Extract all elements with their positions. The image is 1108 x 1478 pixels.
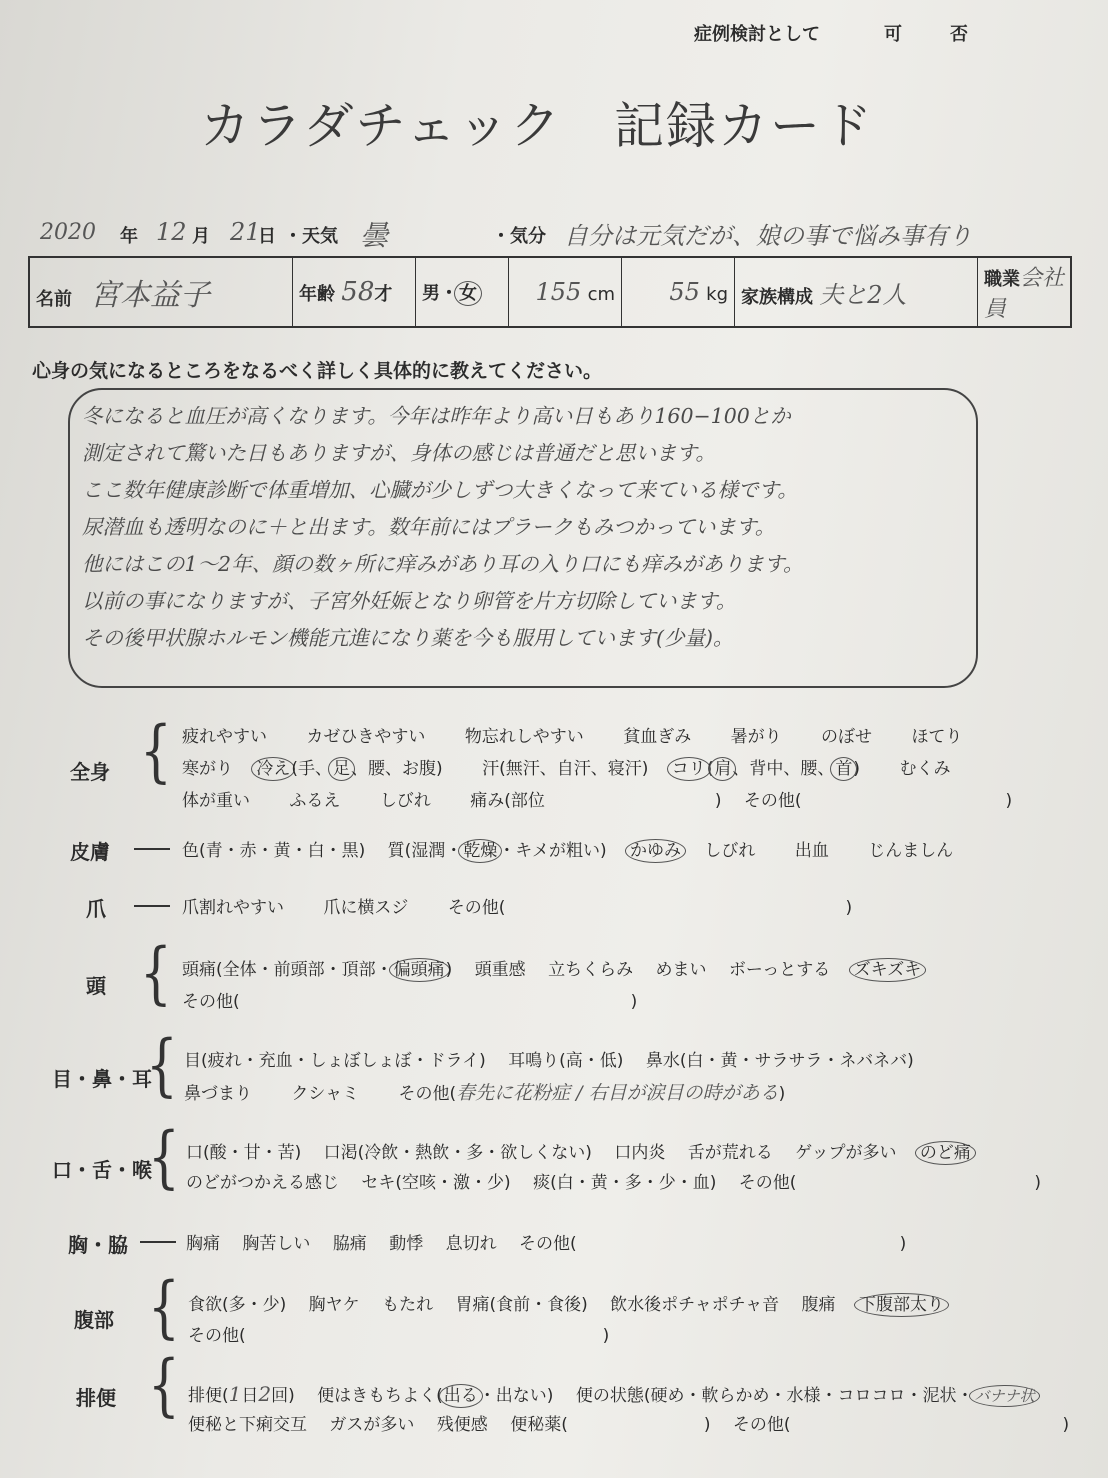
symptom: カゼひきやすい — [306, 727, 426, 747]
symptom: 疲れやすい — [182, 727, 267, 747]
symptom: 胸痛 — [186, 1234, 220, 1254]
concern-line: ここ数年健康診断で体重増加、心臓が少しずつ大きくなって来ている様です。 — [82, 478, 798, 502]
symptom: 目(疲れ・充血・しょぼしょぼ・ドライ) — [184, 1051, 486, 1071]
symptom: 便はきもちよく( — [317, 1386, 443, 1406]
me-line-2 — [184, 1078, 785, 1105]
concern-line: その後甲状腺ホルモン機能亢進になり薬を今も服用しています(少量)。 — [82, 626, 734, 650]
symptom: 口内炎 — [614, 1143, 666, 1163]
symptom: 耳鳴り(高・低) — [508, 1051, 624, 1071]
height-value: 155 — [535, 278, 582, 306]
gender-male: 男 — [422, 283, 440, 304]
stool-count: 1 — [228, 1382, 242, 1406]
section-label-mune: 胸・脇 — [68, 1233, 128, 1257]
symptom: 物忘れしやすい — [464, 727, 584, 747]
weight-cell — [622, 257, 735, 327]
concern-line: 以前の事になりますが、子宮外妊娠となり卵管を片方切除しています。 — [82, 589, 737, 613]
name-cell — [29, 257, 293, 327]
symptom: 動悸 — [389, 1234, 424, 1254]
symptom: のどがつかえる感じ — [186, 1173, 339, 1193]
family-value: 夫と2人 — [819, 280, 907, 309]
concern-line: 尿潜血も透明なのに＋と出ます。数年前にはプラークもみつかっています。 — [82, 515, 776, 539]
symptom: 出血 — [794, 841, 829, 861]
concern-line: 測定されて驚いた日もありますが、身体の感じは普通だと思います。 — [82, 441, 716, 465]
symptom-circled: 乾燥 — [458, 839, 502, 863]
haiben-line-1 — [188, 1381, 1036, 1406]
symptom: ( — [706, 759, 714, 779]
symptom: 鼻水(白・黄・サラサラ・ネバネバ) — [645, 1051, 914, 1071]
hifu-line — [182, 836, 953, 861]
section-label-hifu: 皮膚 — [70, 840, 110, 864]
symptom: 爪割れやすい — [182, 898, 284, 918]
symptom-circled: コリ — [667, 757, 711, 781]
symptom-circled: かゆみ — [625, 839, 686, 863]
symptom: 頭痛(全体・前頭部・頂部・ — [182, 960, 393, 980]
symptom: しびれ — [704, 841, 756, 861]
mood-label: ・気分 — [492, 226, 546, 247]
brace: { — [140, 711, 172, 791]
symptom: 口渇(冷飲・熱飲・多・欲しくない) — [323, 1143, 592, 1163]
me-other-note: 春先に花粉症 / 右目が涙目の時がある — [456, 1082, 779, 1104]
section-label-zenshin: 全身 — [70, 760, 110, 784]
symptom: 回) — [271, 1386, 295, 1406]
zenshin-line-3 — [182, 786, 1012, 811]
symptom: 胃痛(食前・食後) — [455, 1295, 588, 1315]
fukubu-line-1 — [188, 1290, 945, 1315]
year-value: 2020 — [40, 220, 96, 245]
stool-times: 2 — [258, 1382, 272, 1406]
symptom: 口(酸・甘・苦) — [186, 1143, 302, 1163]
case-review-ng: 否 — [950, 24, 968, 45]
zenshin-line-2 — [182, 754, 950, 779]
section-label-fukubu: 腹部 — [74, 1308, 114, 1332]
symptom: 胸苦しい — [242, 1234, 311, 1254]
brace: { — [140, 933, 172, 1013]
symptom: 色(青・赤・黄・白・黒) — [182, 841, 366, 861]
symptom: 腹痛 — [801, 1295, 836, 1315]
symptom: 貧血ぎみ — [623, 727, 692, 747]
brace: { — [148, 1345, 180, 1425]
weather-label: ・天気 — [284, 226, 338, 247]
concern-line: 他にはこの1〜2年、顔の数ヶ所に痒みがあり耳の入り口にも痒みがあります。 — [82, 552, 804, 576]
symptom-circled: のど痛 — [915, 1141, 976, 1165]
family-cell — [735, 257, 978, 327]
concerns-text — [82, 398, 962, 657]
symptom: 便秘と下痢交互 — [188, 1415, 307, 1435]
symptom: 脇痛 — [332, 1234, 367, 1254]
symptom: クシャミ — [291, 1084, 360, 1104]
section-label-atama: 頭 — [86, 974, 106, 998]
symptom: ・キメが粗い) — [498, 841, 607, 861]
weight-unit: kg — [706, 284, 728, 305]
mood-value: 自分は元気だが、娘の事で悩み事有り — [564, 222, 972, 250]
symptom: ほてり — [911, 727, 963, 747]
profile-table — [28, 256, 1072, 328]
symptom-circled: 肩 — [709, 757, 736, 781]
symptom: その他( ) — [732, 1415, 1070, 1435]
symptom: 、腰、お腹) — [351, 759, 443, 779]
atama-other: その他( ) — [182, 992, 638, 1012]
symptom: のぼせ — [821, 727, 873, 747]
symptom-circled: 冷え — [251, 757, 295, 781]
day-value: 21 — [230, 218, 261, 246]
symptom: 便の状態(硬め・軟らかめ・水様・コロコロ・泥状・ — [575, 1386, 974, 1406]
concerns-prompt: 心身の気になるところをなるべく詳しく具体的に教えてください。 — [32, 360, 603, 382]
symptom: 痛み(部位 ) — [470, 791, 722, 811]
symptom: ・出ない) — [478, 1386, 554, 1406]
section-label-me-hana-mimi: 目・鼻・耳 — [52, 1067, 152, 1091]
name-label: 名前 — [36, 289, 72, 310]
weather-value: 曇 — [360, 219, 389, 252]
symptom: 胸ヤケ — [308, 1295, 360, 1315]
age-unit: 才 — [374, 284, 393, 305]
brace: { — [148, 1117, 180, 1197]
symptom-circled: 足 — [328, 757, 355, 781]
symptom: 残便感 — [436, 1415, 488, 1435]
tsume-line — [182, 893, 852, 918]
symptom: 息切れ — [445, 1234, 497, 1254]
symptom-circled: 出る — [439, 1384, 483, 1408]
symptom: (手、 — [291, 759, 333, 779]
symptom: 舌が荒れる — [687, 1143, 773, 1163]
dash — [128, 838, 176, 857]
symptom-circled: 首 — [830, 757, 857, 781]
dash — [134, 1231, 182, 1250]
weight-value: 55 — [669, 278, 700, 306]
me-line-1 — [184, 1046, 914, 1071]
symptom-circled: ズキズキ — [849, 958, 927, 982]
symptom: 鼻づまり — [184, 1084, 252, 1104]
height-cell — [509, 257, 622, 327]
symptom: 便秘薬( ) — [510, 1415, 711, 1435]
symptom: 質(湿潤・ — [387, 841, 463, 861]
age-value: 58 — [341, 277, 375, 307]
symptom: 、背中、腰、 — [732, 759, 835, 779]
age-cell — [293, 257, 416, 327]
symptom: 頭重感 — [474, 960, 526, 980]
symptom-circled: バナナ状 — [969, 1385, 1039, 1407]
symptom: ふるえ — [289, 791, 341, 811]
month-label: 月 — [192, 226, 210, 247]
symptom: ) — [445, 960, 453, 980]
symptom: めまい — [655, 960, 707, 980]
job-cell — [978, 257, 1072, 327]
symptom: 汗(無汗、自汗、寝汗) — [482, 759, 649, 779]
symptom: その他( ) — [738, 1173, 1042, 1193]
symptom: ゲップが多い — [795, 1143, 897, 1163]
brace: { — [148, 1267, 180, 1347]
kuchi-line-1 — [186, 1138, 972, 1163]
symptom: 痰(白・黄・多・少・血) — [533, 1173, 717, 1193]
symptom: その他( ) — [519, 1234, 907, 1254]
family-label: 家族構成 — [741, 286, 813, 308]
job-label: 職業 — [984, 269, 1020, 290]
symptom: その他( ) — [447, 898, 853, 918]
section-label-kuchi: 口・舌・喉 — [52, 1158, 152, 1182]
symptom: むくみ — [899, 759, 951, 779]
haiben-line-2 — [188, 1410, 1069, 1435]
height-unit: cm — [587, 284, 615, 305]
job-value: 会社員 — [984, 266, 1065, 322]
symptom: その他( ) — [743, 791, 1013, 811]
year-label: 年 — [120, 226, 138, 247]
symptom: 日 — [241, 1386, 259, 1406]
mune-line — [186, 1229, 906, 1254]
name-value: 宮本益子 — [90, 278, 210, 313]
date-weather-mood-row — [32, 214, 1072, 250]
symptom: 排便( — [188, 1386, 229, 1406]
symptom: じんましん — [868, 841, 954, 861]
symptom: 寒がり — [182, 759, 233, 779]
atama-line-1 — [182, 955, 922, 980]
gender-female-circled: 女 — [454, 281, 482, 306]
month-value: 12 — [156, 218, 187, 246]
case-review-label: 症例検討として — [694, 24, 820, 45]
symptom: 体が重い — [182, 791, 250, 811]
symptom: もたれ — [382, 1295, 434, 1315]
zenshin-line-1 — [182, 722, 962, 747]
brace: { — [146, 1025, 178, 1105]
fukubu-other: その他( ) — [188, 1326, 610, 1346]
symptom: しびれ — [379, 791, 431, 811]
symptom-circled: 偏頭痛 — [389, 958, 450, 982]
card-title: カラダチェック 記録カード — [200, 97, 874, 155]
section-label-tsume: 爪 — [86, 897, 106, 921]
section-label-haiben: 排便 — [76, 1386, 116, 1410]
symptom: 立ちくらみ — [548, 960, 634, 980]
age-label: 年齢 — [299, 284, 335, 305]
symptom: その他( — [398, 1084, 457, 1104]
dash — [128, 895, 176, 914]
symptom: ボーっとする — [728, 960, 831, 980]
symptom: ) — [853, 759, 861, 779]
concern-line: 冬になると血圧が高くなります。今年は昨年より高い日もあり160−100とか — [82, 404, 791, 428]
symptom: ) — [778, 1084, 786, 1104]
symptom: 食欲(多・少) — [188, 1295, 287, 1315]
symptom: 爪に横スジ — [323, 898, 409, 918]
symptom-circled: 下腹部太り — [854, 1293, 949, 1317]
symptom: 飲水後ポチャポチャ音 — [610, 1295, 780, 1315]
kuchi-line-2 — [186, 1168, 1041, 1193]
case-review-ok: 可 — [884, 24, 902, 45]
day-label: 日 — [258, 226, 276, 247]
gender-cell: 男・女 — [416, 257, 509, 327]
symptom: 暑がり — [730, 727, 782, 747]
symptom: ガスが多い — [329, 1415, 415, 1435]
symptom: セキ(空咳・激・少) — [361, 1173, 511, 1193]
